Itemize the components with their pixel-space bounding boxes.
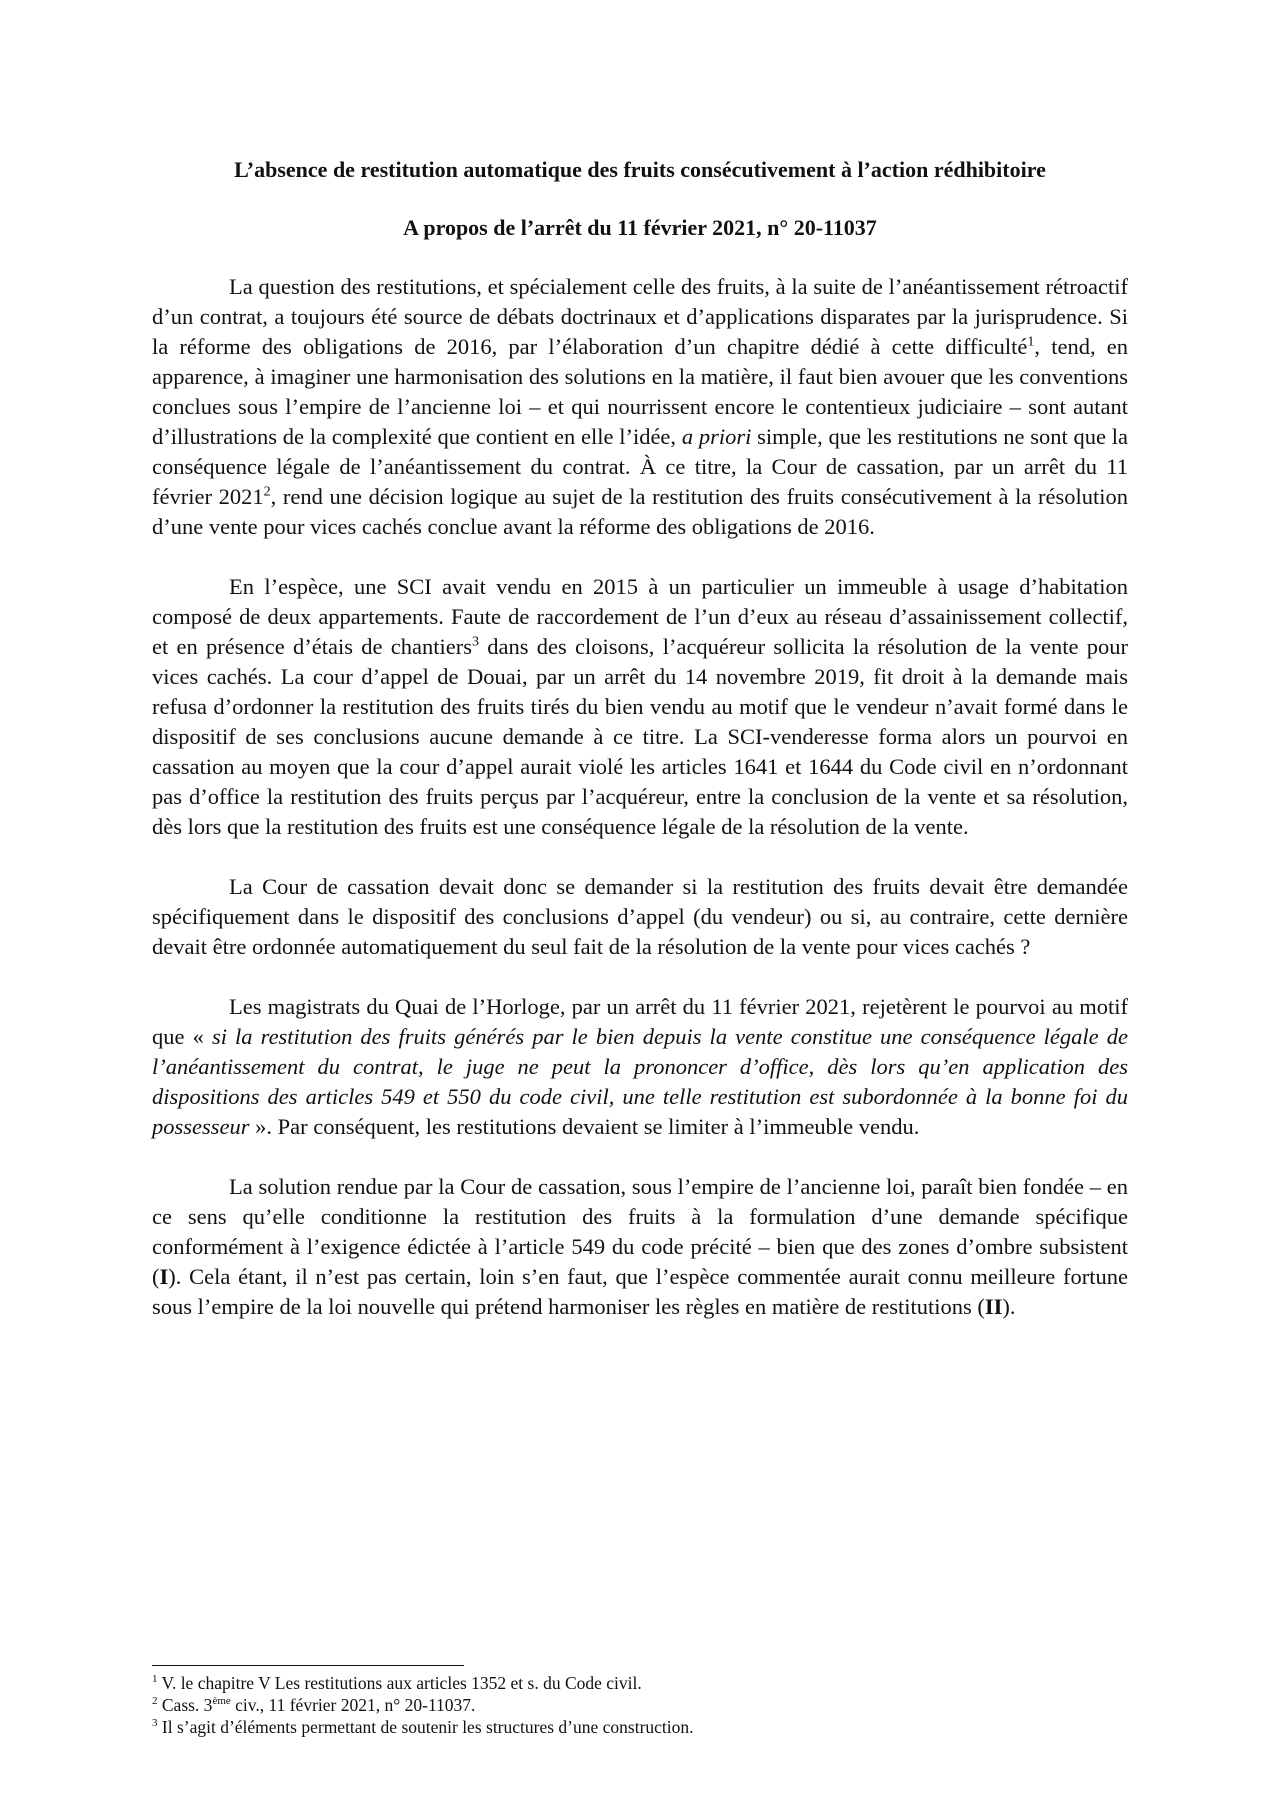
- footnote-text: V. le chapitre V Les restitutions aux articles 1352 et s. du Code civil.: [157, 1673, 642, 1693]
- footnote-number: 2: [152, 1695, 158, 1708]
- footnote-text: Cass. 3: [157, 1695, 213, 1715]
- paragraph-plan: [152, 1172, 1128, 1322]
- footnote-ref-2[interactable]: 2: [263, 484, 271, 500]
- footnote-3: [152, 1716, 1128, 1738]
- paragraph-text: La Cour de cassation devait donc se demander si la restitution des fruits devait être demandée spécifiquement dans le dispositif des conclusions d’appel (du vendeur) ou si, au contraire, cette dernière devait être ordonnée automatiquement du seul fait de la résolution de la vente pour vices cachés ?: [152, 874, 1128, 959]
- plan-part-1: I: [159, 1264, 169, 1289]
- paragraph-facts: [152, 572, 1128, 842]
- footnote-text: Il s’agit d’éléments permettant de soutenir les structures d’une construction.: [157, 1717, 694, 1737]
- document-body: [152, 272, 1128, 1322]
- footnote-divider: [152, 1665, 464, 1666]
- paragraph-text: En l’espèce, une SCI avait vendu en 2015 à un particulier un immeuble à usage d’habitation composé de deux appartements. Faute de raccordement de l’un d’eux au réseau d’assainissement collectif, et en présence d’étais de chantiers: [152, 574, 1128, 659]
- court-quote: si la restitution des fruits générés par le bien depuis la vente constitue une conséquence légale de l’anéantissement du contrat, le juge ne peut la prononcer d’office, dès lors qu’en application des dispositions des articles 549 et 550 du code civil, une telle restitution est subordonnée à la bonne foi du possesseur: [152, 1024, 1128, 1139]
- paragraph-decision: [152, 992, 1128, 1142]
- paragraph-text: La solution rendue par la Cour de cassation, sous l’empire de l’ancienne loi, paraît bien fondée – en ce sens qu’elle conditionne la restitution des fruits à la formulation d’une demande spécifique conformément à l’exigence édictée à l’article 549 du code précité – bien que des zones d’ombre subsistent (: [152, 1174, 1128, 1289]
- footnote-ref-1[interactable]: 1: [1027, 334, 1035, 350]
- italic-term: a priori: [681, 424, 752, 449]
- plan-part-2: II: [984, 1294, 1003, 1319]
- ordinal-suffix: ème: [212, 1695, 231, 1708]
- paragraph-text: dans des cloisons, l’acquéreur sollicita la résolution de la vente pour vices cachés. La cour d’appel de Douai, par un arrêt du 14 novembre 2019, fit droit à la demande mais refusa d’ordonner la restitution des fruits tirés du bien vendu au motif que le vendeur n’avait formé dans le dispositif de ses conclusions aucune demande à ce titre. La SCI-venderesse forma alors un pourvoi en cassation au moyen que la cour d’appel aurait violé les articles 1641 et 1644 du Code civil en n’ordonnant pas d’office la restitution des fruits perçus par l’acquéreur, entre la conclusion de la vente et sa résolution, dès lors que la restitution des fruits est une conséquence légale de la résolution de la vente.: [152, 634, 1128, 839]
- footnotes: [152, 1672, 1128, 1738]
- paragraph-introduction: [152, 272, 1128, 542]
- paragraph-text: ». Par conséquent, les restitutions devaient se limiter à l’immeuble vendu.: [249, 1114, 920, 1139]
- paragraph-text: La question des restitutions, et spécialement celle des fruits, à la suite de l’anéantissement rétroactif d’un contrat, a toujours été source de débats doctrinaux et d’applications disparates par la jurisprudence. Si la réforme des obligations de 2016, par l’élaboration d’un chapitre dédié à cette difficulté: [152, 274, 1128, 359]
- paragraph-text: Les magistrats du Quai de l’Horloge, par un arrêt du 11 février 2021, rejetèrent le pourvoi au motif que «: [152, 994, 1128, 1049]
- paragraph-text: , rend une décision logique au sujet de la restitution des fruits consécutivement à la résolution d’une vente pour vices cachés conclue avant la réforme des obligations de 2016.: [152, 484, 1129, 539]
- footnote-text: civ., 11 février 2021, n° 20-11037.: [230, 1695, 476, 1715]
- footnote-ref-3[interactable]: 3: [471, 634, 479, 650]
- document-subtitle: A propos de l’arrêt du 11 février 2021, n° 20-11037: [403, 215, 877, 240]
- paragraph-text: ).: [1002, 1294, 1016, 1319]
- footnote-number: 1: [152, 1673, 158, 1686]
- footnote-number: 3: [152, 1717, 158, 1730]
- paragraph-text: ). Cela étant, il n’est pas certain, loin s’en faut, que l’espèce commentée aurait connu meilleure fortune sous l’empire de la loi nouvelle qui prétend harmoniser les règles en matière de restitutions (: [152, 1264, 1128, 1319]
- footnote-2: [152, 1694, 1128, 1716]
- footnote-1: [152, 1672, 1128, 1694]
- paragraph-text: simple, que les restitutions ne sont que la conséquence légale de l’anéantissement du contrat. À ce titre, la Cour de cassation, par un arrêt du 11 février 2021: [152, 424, 1129, 509]
- document-title: L’absence de restitution automatique des fruits consécutivement à l’action rédhibitoire: [234, 157, 1046, 182]
- paragraph-text: , tend, en apparence, à imaginer une harmonisation des solutions en la matière, il faut bien avouer que les conventions conclues sous l’empire de l’ancienne loi – et qui nourrissent encore le contentieux judiciaire – sont autant d’illustrations de la complexité que contient en elle l’idée,: [152, 334, 1128, 449]
- paragraph-question: [152, 872, 1128, 962]
